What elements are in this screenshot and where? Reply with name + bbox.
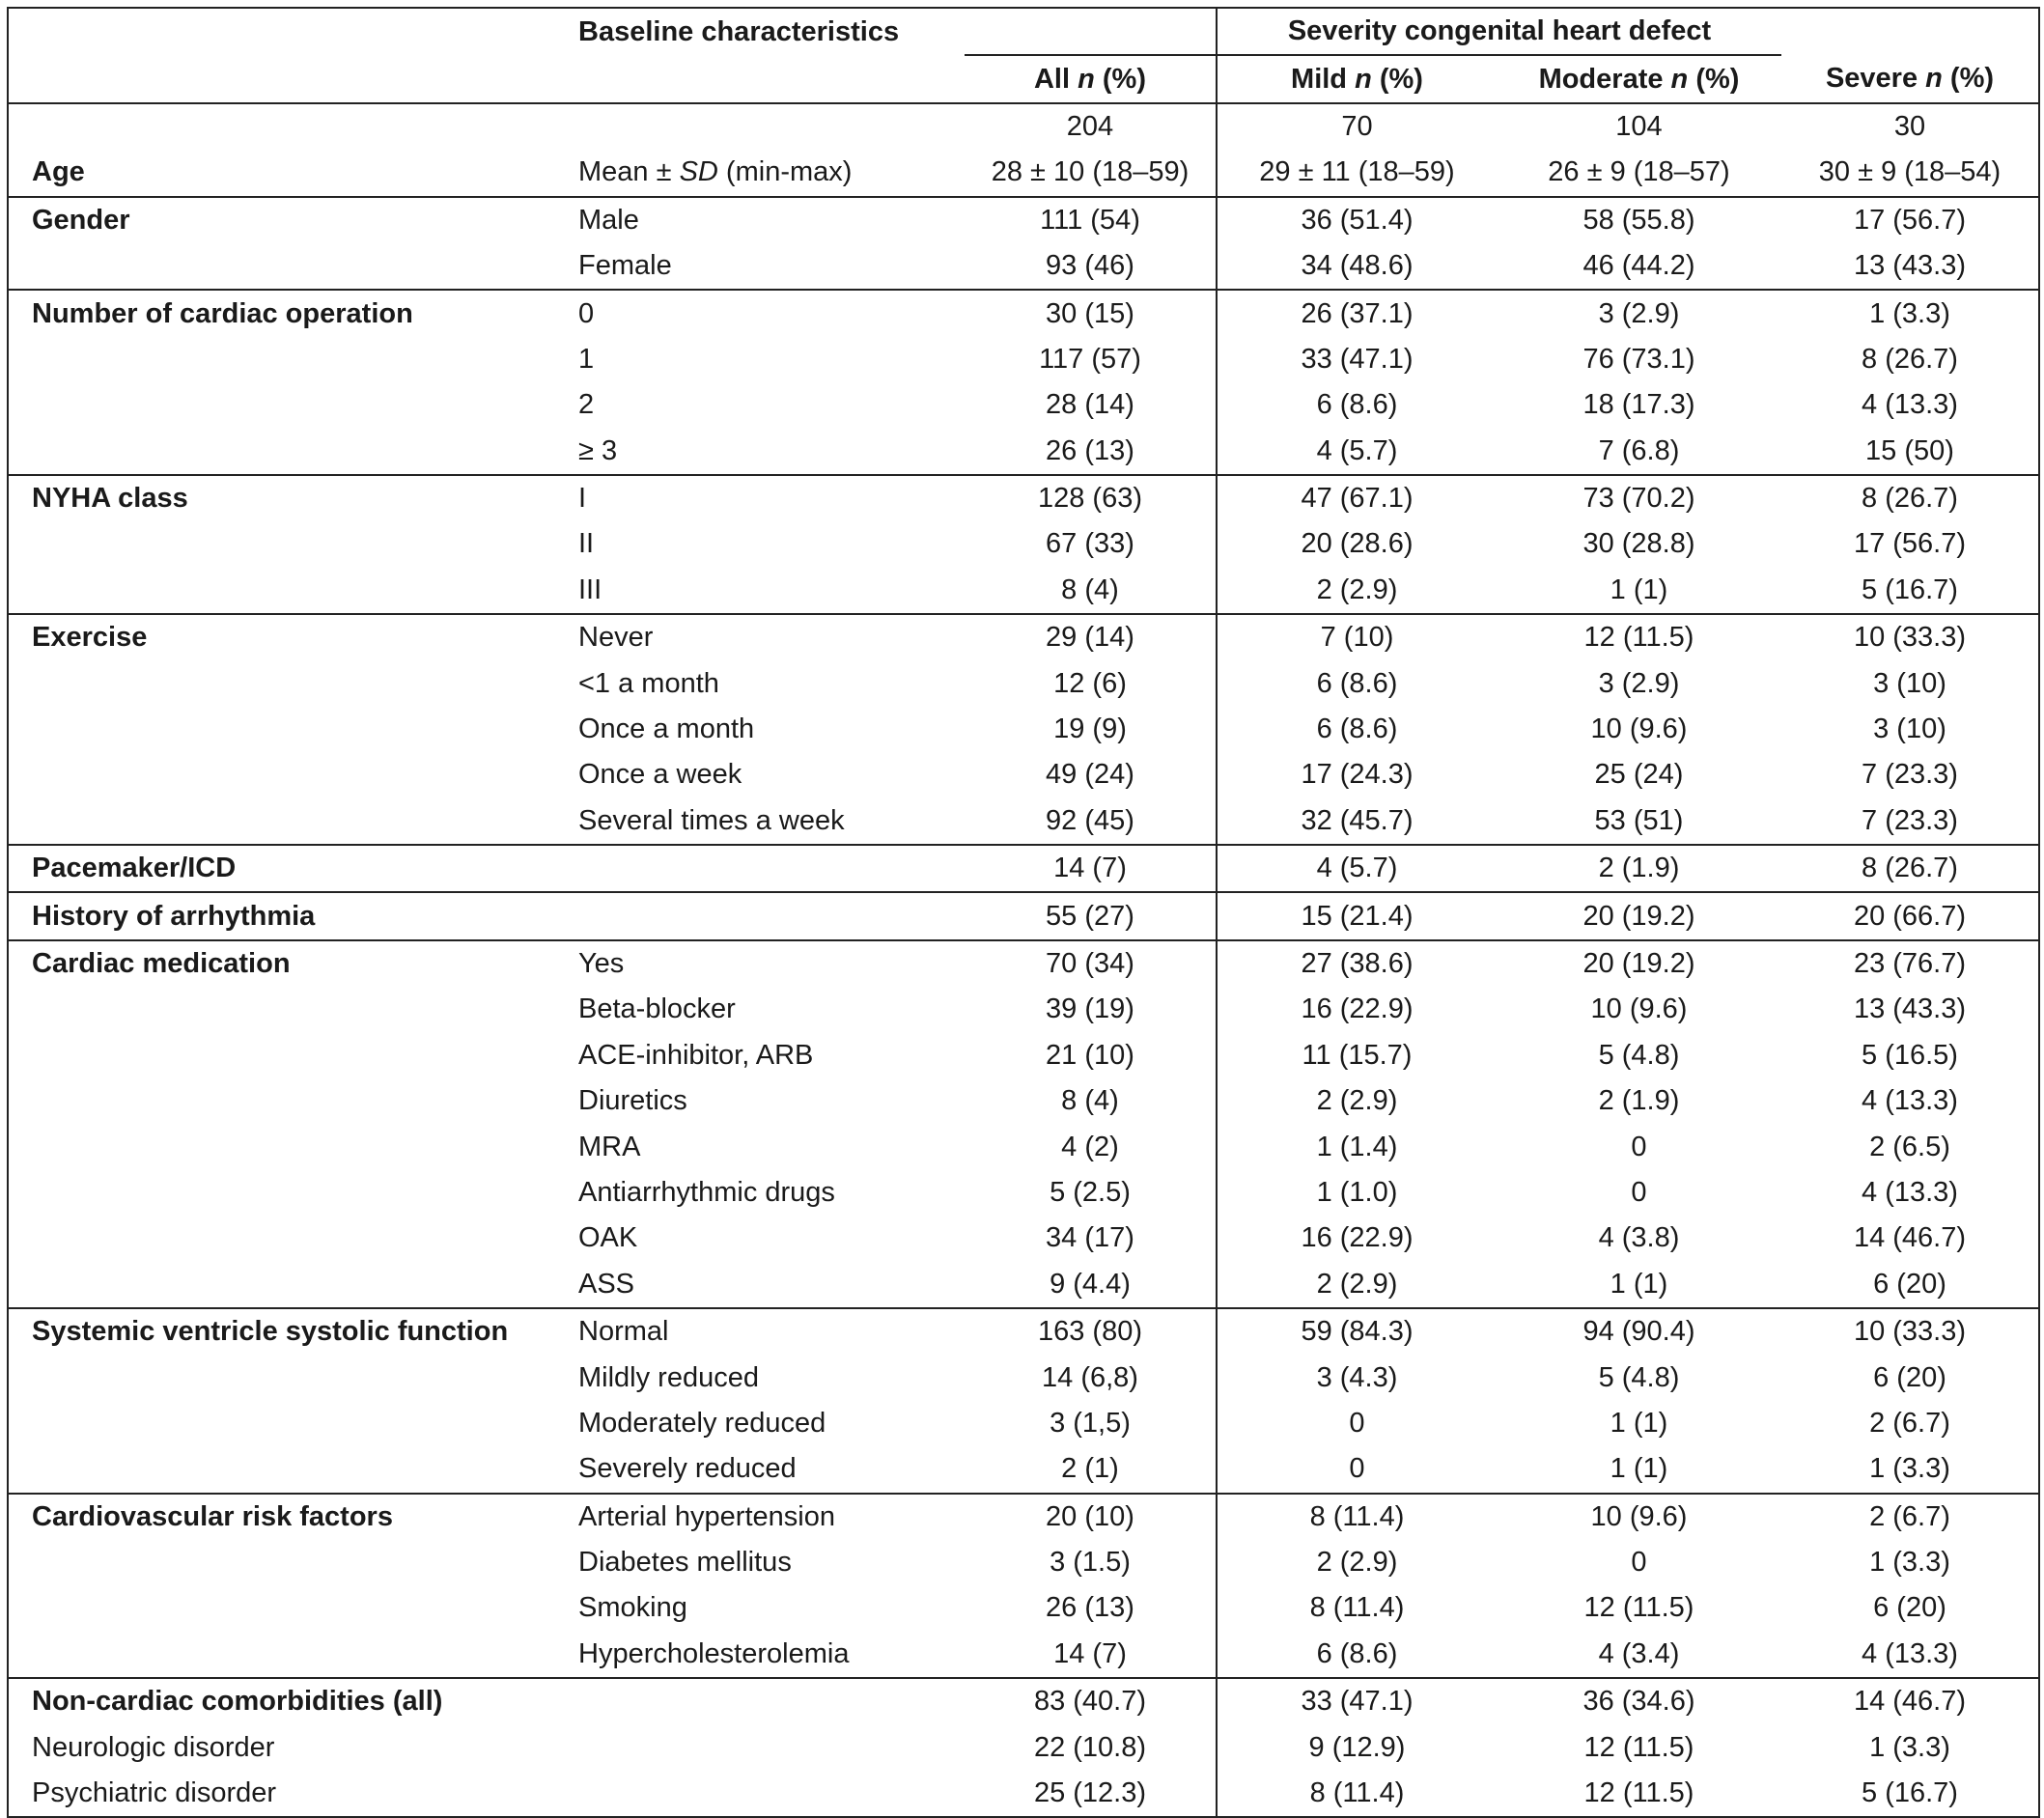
cell-all: 4 (2)	[1061, 1131, 1119, 1162]
severity-title: Severity congenital heart defect	[1217, 8, 1781, 55]
cell-mild: 33 (47.1)	[1217, 337, 1497, 382]
table-row	[8, 1494, 2039, 1540]
cell-mild: 6 (8.6)	[1217, 382, 1497, 428]
group-label: History of arrhythmia	[8, 892, 564, 939]
cell-severe: 4 (13.3)	[1862, 389, 1958, 421]
cell-all: 39 (19)	[1046, 993, 1134, 1025]
cell-mild: 8 (11.4)	[1217, 1494, 1497, 1540]
cell-severe: 7 (23.3)	[1862, 759, 1958, 791]
cell-mild: 4 (5.7)	[1217, 429, 1497, 475]
cell-moderate: 36 (34.6)	[1497, 1678, 1781, 1724]
cell-severe: 14 (46.7)	[1781, 1678, 2039, 1724]
cell-moderate: 53 (51)	[1594, 804, 1684, 836]
cell-mild: 32 (45.7)	[1217, 798, 1497, 845]
empty-cell	[8, 382, 564, 428]
table-row	[8, 798, 2039, 845]
cell-all: 25 (12.3)	[1033, 1777, 1147, 1809]
table-row	[8, 1632, 2039, 1678]
empty-cell	[8, 1124, 564, 1169]
cell-mild: 4 (5.7)	[1217, 845, 1497, 892]
cell-mild: 8 (11.4)	[1217, 1585, 1497, 1631]
cell-moderate: 2 (1.9)	[1598, 1085, 1680, 1117]
cell-severe: 10 (33.3)	[1781, 614, 2039, 660]
cell-mild: 16 (22.9)	[1217, 1216, 1497, 1261]
table-row	[8, 940, 2039, 987]
empty-cell	[564, 1771, 965, 1817]
cell-mild: 59 (84.3)	[1217, 1308, 1497, 1355]
cell-mild: 15 (21.4)	[1217, 892, 1497, 939]
cell-moderate: 2 (1.9)	[1497, 845, 1781, 892]
row-sublabel: Yes	[564, 940, 965, 987]
cell-all: 29 (14)	[965, 614, 1217, 660]
empty-cell	[8, 1355, 564, 1400]
row-sublabel: ≥ 3	[578, 434, 618, 466]
cell-all: 83 (40.7)	[965, 1678, 1217, 1724]
cell-severe: 2 (6.7)	[1781, 1494, 2039, 1540]
cell-all: 128 (63)	[965, 475, 1217, 521]
cell-severe: 4 (13.3)	[1862, 1176, 1958, 1208]
cell-moderate: 3 (2.9)	[1598, 667, 1680, 699]
cell-moderate: 3 (2.9)	[1497, 290, 1781, 336]
table-row	[8, 987, 2039, 1032]
row-sublabel: I	[564, 475, 965, 521]
empty-cell	[8, 521, 564, 567]
header-row-2	[8, 55, 2039, 102]
cell-all: 8 (4)	[1061, 573, 1119, 605]
cell-all: 8 (4)	[1061, 1085, 1119, 1117]
empty-cell	[564, 1678, 965, 1724]
cell-severe: 8 (26.7)	[1781, 845, 2039, 892]
total-mild: 70	[1217, 103, 1497, 150]
cell-all: 3 (1.5)	[1050, 1547, 1131, 1579]
row-sublabel: ACE-inhibitor, ARB	[578, 1039, 814, 1071]
row-sublabel: OAK	[578, 1222, 638, 1254]
table-row	[8, 197, 2039, 243]
cell-all: 21 (10)	[1046, 1039, 1134, 1071]
cell-moderate: 76 (73.1)	[1582, 343, 1695, 375]
col-mild-header: Mild n (%)	[1217, 55, 1497, 102]
row-sublabel: Once a week	[578, 759, 742, 791]
cell-all: 117 (57)	[1039, 343, 1141, 375]
cell-all: 30 (15)	[965, 290, 1217, 336]
cell-severe: 17 (56.7)	[1853, 528, 1967, 560]
cell-severe: 7 (23.3)	[1862, 804, 1958, 836]
empty-cell	[8, 1540, 564, 1585]
cell-severe: 6 (20)	[1873, 1592, 1946, 1624]
cell-moderate: 1 (1)	[1610, 573, 1668, 605]
cell-all: 14 (6,8)	[1042, 1361, 1138, 1393]
table-row	[8, 892, 2039, 939]
baseline-title: Baseline characteristics	[564, 8, 965, 55]
cell-mild: 11 (15.7)	[1217, 1033, 1497, 1078]
cell-all: 26 (13)	[1046, 1592, 1134, 1624]
group-label: Number of cardiac operation	[8, 290, 564, 336]
cell-moderate: 1 (1)	[1610, 1268, 1668, 1300]
cell-severe: 4 (13.3)	[1862, 1085, 1958, 1117]
cell-mild: 47 (67.1)	[1217, 475, 1497, 521]
empty-cell	[8, 1401, 564, 1446]
group-label: Cardiovascular risk factors	[8, 1494, 564, 1540]
totals-row	[8, 103, 2039, 150]
cell-mild: 6 (8.6)	[1217, 660, 1497, 706]
cell-moderate: 10 (9.6)	[1497, 1494, 1781, 1540]
cell-moderate: 20 (19.2)	[1497, 940, 1781, 987]
row-sublabel: II	[578, 528, 595, 560]
row-sublabel: Antiarrhythmic drugs	[578, 1176, 835, 1208]
empty-cell	[8, 429, 564, 475]
cell-severe: 4 (13.3)	[1862, 1637, 1958, 1669]
cell-severe: 1 (3.3)	[1869, 1547, 1950, 1579]
age-mild: 29 ± 11 (18–59)	[1217, 150, 1497, 196]
row-sublabel: Never	[564, 614, 965, 660]
cell-all: 93 (46)	[1046, 250, 1134, 282]
comorbidity-label: Psychiatric disorder	[32, 1777, 277, 1809]
group-label: NYHA class	[8, 475, 564, 521]
cell-moderate: 94 (90.4)	[1497, 1308, 1781, 1355]
cell-severe: 5 (16.5)	[1862, 1039, 1958, 1071]
cell-severe: 2 (6.5)	[1869, 1131, 1950, 1162]
cell-moderate: 5 (4.8)	[1598, 1039, 1680, 1071]
col-all-header: All n (%)	[965, 55, 1217, 102]
total-moderate: 104	[1615, 110, 1663, 142]
row-sublabel: Normal	[564, 1308, 965, 1355]
cell-mild: 2 (2.9)	[1217, 568, 1497, 614]
cell-moderate: 46 (44.2)	[1582, 250, 1695, 282]
cell-moderate: 0	[1631, 1131, 1647, 1162]
group-label: Gender	[8, 197, 564, 243]
cell-all: 12 (6)	[1053, 667, 1127, 699]
cell-all: 111 (54)	[965, 197, 1217, 243]
cell-moderate: 5 (4.8)	[1598, 1361, 1680, 1393]
empty-cell	[8, 1262, 564, 1308]
cell-all: 67 (33)	[1046, 528, 1134, 560]
empty-cell	[8, 798, 564, 845]
row-sublabel: Smoking	[578, 1592, 687, 1624]
cell-all: 49 (24)	[1046, 759, 1134, 791]
cell-mild: 0	[1217, 1446, 1497, 1493]
cell-all: 9 (4.4)	[1050, 1268, 1131, 1300]
empty-cell	[8, 707, 564, 752]
cell-mild: 6 (8.6)	[1217, 1632, 1497, 1678]
table-row	[8, 1724, 2039, 1770]
table-row	[8, 475, 2039, 521]
table-row	[8, 1678, 2039, 1724]
cell-mild: 16 (22.9)	[1217, 987, 1497, 1032]
cell-severe: 17 (56.7)	[1781, 197, 2039, 243]
cell-severe: 5 (16.7)	[1862, 1777, 1958, 1809]
cell-mild: 17 (24.3)	[1217, 752, 1497, 797]
cell-severe: 23 (76.7)	[1781, 940, 2039, 987]
row-sublabel: Severely reduced	[578, 1453, 797, 1485]
cell-moderate: 18 (17.3)	[1582, 389, 1695, 421]
cell-moderate: 12 (11.5)	[1497, 614, 1781, 660]
cell-all: 14 (7)	[1053, 1637, 1127, 1669]
cell-mild: 0	[1217, 1401, 1497, 1446]
cell-all: 22 (10.8)	[1033, 1731, 1147, 1763]
empty-cell	[8, 337, 564, 382]
row-sublabel: ASS	[578, 1268, 635, 1300]
row-sublabel: Male	[564, 197, 965, 243]
cell-severe: 3 (10)	[1873, 713, 1946, 745]
empty-cell	[8, 1033, 564, 1078]
table-row	[8, 614, 2039, 660]
cell-all: 55 (27)	[965, 892, 1217, 939]
table-row	[8, 845, 2039, 892]
cell-severe: 8 (26.7)	[1862, 343, 1958, 375]
cell-severe: 3 (10)	[1873, 667, 1946, 699]
cell-all: 26 (13)	[1046, 434, 1134, 466]
cell-all: 14 (7)	[965, 845, 1217, 892]
empty-cell	[8, 1446, 564, 1493]
empty-cell	[8, 1632, 564, 1678]
total-severe: 30	[1893, 110, 1926, 142]
cell-all: 34 (17)	[1046, 1222, 1134, 1254]
cell-moderate: 30 (28.8)	[1582, 528, 1695, 560]
table-row	[8, 337, 2039, 382]
table-row	[8, 1124, 2039, 1169]
table-row	[8, 568, 2039, 614]
cell-all: 20 (10)	[965, 1494, 1217, 1540]
table-row	[8, 1033, 2039, 1078]
empty-cell	[8, 660, 564, 706]
cell-moderate: 1 (1)	[1610, 1453, 1668, 1485]
empty-cell	[564, 1724, 965, 1770]
cell-all: 70 (34)	[965, 940, 1217, 987]
row-sublabel: Diuretics	[578, 1085, 687, 1117]
empty-cell	[8, 243, 564, 290]
row-sublabel: 1	[578, 343, 595, 375]
group-label: Cardiac medication	[8, 940, 564, 987]
total-all: 204	[1066, 110, 1114, 142]
cell-mild: 34 (48.6)	[1217, 243, 1497, 290]
cell-moderate: 1 (1)	[1610, 1407, 1668, 1439]
col-moderate-header: Moderate n (%)	[1497, 55, 1781, 102]
row-sublabel	[564, 845, 965, 892]
empty-cell	[8, 1216, 564, 1261]
cell-moderate: 10 (9.6)	[1590, 713, 1688, 745]
table-row	[8, 429, 2039, 475]
empty-cell	[8, 752, 564, 797]
row-sublabel	[564, 892, 965, 939]
cell-all: 19 (9)	[1053, 713, 1127, 745]
cell-severe: 1 (3.3)	[1781, 290, 2039, 336]
cell-mild: 6 (8.6)	[1217, 707, 1497, 752]
cell-moderate: 4 (3.8)	[1598, 1222, 1680, 1254]
group-label: Exercise	[8, 614, 564, 660]
age-stat-label: Mean ± SD (min-max)	[578, 156, 853, 188]
row-sublabel: MRA	[578, 1131, 641, 1162]
table-row	[8, 1216, 2039, 1261]
cell-severe: 14 (46.7)	[1853, 1222, 1967, 1254]
cell-all: 5 (2.5)	[1050, 1176, 1131, 1208]
table-body	[8, 103, 2039, 1817]
row-sublabel: Hypercholesterolemia	[578, 1637, 850, 1669]
row-sublabel: III	[578, 573, 602, 605]
cell-moderate: 25 (24)	[1594, 759, 1684, 791]
cell-severe: 1 (3.3)	[1869, 1731, 1950, 1763]
cell-moderate: 20 (19.2)	[1497, 892, 1781, 939]
age-severe: 30 ± 9 (18–54)	[1818, 156, 2002, 188]
table-row	[8, 382, 2039, 428]
cell-mild: 3 (4.3)	[1217, 1355, 1497, 1400]
table-row	[8, 1401, 2039, 1446]
cell-all: 2 (1)	[1061, 1453, 1119, 1485]
table-row	[8, 1355, 2039, 1400]
cell-mild: 36 (51.4)	[1217, 197, 1497, 243]
group-label: Systemic ventricle systolic function	[8, 1308, 564, 1355]
cell-mild: 33 (47.1)	[1217, 1678, 1497, 1724]
cell-moderate: 4 (3.4)	[1598, 1637, 1680, 1669]
cell-mild: 8 (11.4)	[1217, 1771, 1497, 1817]
row-sublabel: Once a month	[578, 713, 755, 745]
cell-all: 28 (14)	[1046, 389, 1134, 421]
age-label: Age	[32, 156, 85, 188]
header-row-1	[8, 8, 2039, 55]
cell-mild: 9 (12.9)	[1217, 1724, 1497, 1770]
table-row	[8, 521, 2039, 567]
row-sublabel: Beta-blocker	[578, 993, 736, 1025]
cell-mild: 20 (28.6)	[1217, 521, 1497, 567]
table-row	[8, 1262, 2039, 1308]
cell-mild: 2 (2.9)	[1217, 1262, 1497, 1308]
cell-moderate: 0	[1631, 1547, 1647, 1579]
comorbidity-label: Non-cardiac comorbidities (all)	[8, 1678, 564, 1724]
table-row	[8, 1585, 2039, 1631]
empty-cell	[8, 1170, 564, 1216]
col-severe-header: Severe n (%)	[1781, 55, 2039, 102]
group-label: Pacemaker/ICD	[8, 845, 564, 892]
row-sublabel: Mildly reduced	[578, 1361, 759, 1393]
cell-severe: 2 (6.7)	[1869, 1407, 1950, 1439]
cell-moderate: 7 (6.8)	[1598, 434, 1680, 466]
cell-moderate: 58 (55.8)	[1497, 197, 1781, 243]
comorbidity-label: Neurologic disorder	[32, 1731, 275, 1763]
cell-moderate: 12 (11.5)	[1583, 1731, 1694, 1763]
cell-moderate: 12 (11.5)	[1583, 1592, 1694, 1624]
cell-moderate: 12 (11.5)	[1583, 1777, 1694, 1809]
cell-mild: 7 (10)	[1217, 614, 1497, 660]
cell-severe: 6 (20)	[1873, 1268, 1946, 1300]
empty-cell	[8, 568, 564, 614]
table-row	[8, 243, 2039, 290]
table-row	[8, 1771, 2039, 1817]
cell-mild: 27 (38.6)	[1217, 940, 1497, 987]
cell-severe: 6 (20)	[1873, 1361, 1946, 1393]
cell-severe: 13 (43.3)	[1853, 993, 1967, 1025]
table-row	[8, 1170, 2039, 1216]
cell-all: 3 (1,5)	[1050, 1407, 1131, 1439]
age-row	[8, 150, 2039, 196]
cell-moderate: 10 (9.6)	[1590, 993, 1688, 1025]
empty-cell	[8, 987, 564, 1032]
cell-severe: 20 (66.7)	[1781, 892, 2039, 939]
cell-moderate: 0	[1631, 1176, 1647, 1208]
cell-severe: 5 (16.7)	[1862, 573, 1958, 605]
row-sublabel: <1 a month	[578, 667, 719, 699]
cell-all: 92 (45)	[1046, 804, 1134, 836]
row-sublabel: Female	[578, 250, 672, 282]
row-sublabel: Several times a week	[578, 804, 845, 836]
row-sublabel: Arterial hypertension	[564, 1494, 965, 1540]
cell-severe: 15 (50)	[1865, 434, 1954, 466]
baseline-characteristics-table	[7, 7, 2040, 1818]
table-row	[8, 707, 2039, 752]
table-row	[8, 752, 2039, 797]
row-sublabel: 0	[564, 290, 965, 336]
cell-all: 163 (80)	[965, 1308, 1217, 1355]
table-row	[8, 1308, 2039, 1355]
table-row	[8, 290, 2039, 336]
table-row	[8, 660, 2039, 706]
cell-mild: 2 (2.9)	[1217, 1540, 1497, 1585]
age-moderate: 26 ± 9 (18–57)	[1548, 156, 1730, 188]
row-sublabel: Diabetes mellitus	[578, 1547, 792, 1579]
row-sublabel: Moderately reduced	[578, 1407, 826, 1439]
cell-mild: 26 (37.1)	[1217, 290, 1497, 336]
table-row	[8, 1446, 2039, 1493]
empty-cell	[8, 1585, 564, 1631]
cell-severe: 13 (43.3)	[1853, 250, 1967, 282]
empty-cell	[8, 1078, 564, 1124]
table-row	[8, 1540, 2039, 1585]
cell-mild: 1 (1.0)	[1217, 1170, 1497, 1216]
cell-severe: 10 (33.3)	[1781, 1308, 2039, 1355]
cell-mild: 1 (1.4)	[1217, 1124, 1497, 1169]
cell-moderate: 73 (70.2)	[1497, 475, 1781, 521]
cell-severe: 1 (3.3)	[1869, 1453, 1950, 1485]
table-row	[8, 1078, 2039, 1124]
age-all: 28 ± 10 (18–59)	[991, 156, 1190, 188]
row-sublabel: 2	[578, 389, 595, 421]
cell-severe: 8 (26.7)	[1781, 475, 2039, 521]
cell-mild: 2 (2.9)	[1217, 1078, 1497, 1124]
